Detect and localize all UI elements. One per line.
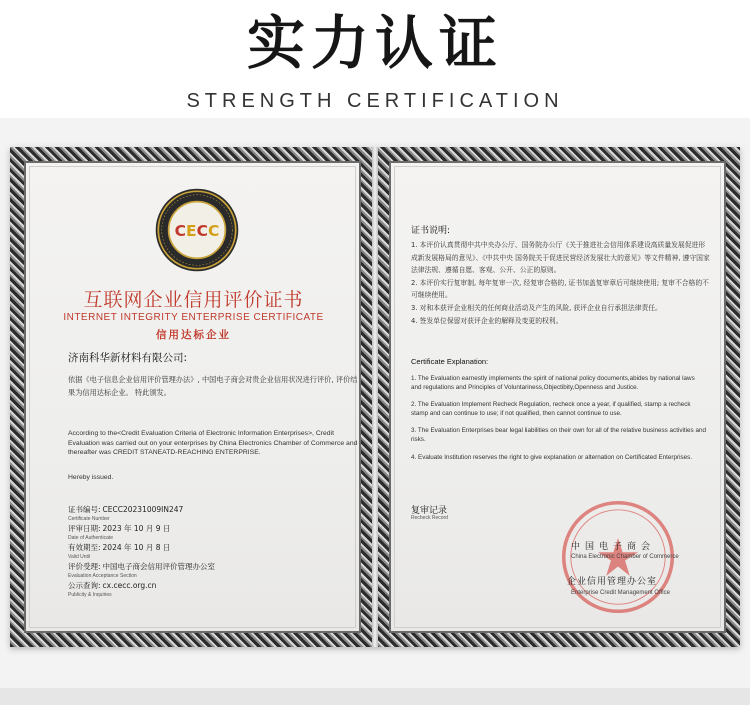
field-value: 2023 年 10 月 9 日: [102, 524, 171, 533]
explanation-item-cn: 3. 对和本获评企业相关的任何商业活动及产生的风险, 获评企业自行承担法律责任。: [411, 303, 662, 312]
certificate-title-cn: 互联网企业信用评价证书: [83, 289, 304, 311]
field-evaluation-acceptance: [68, 554, 358, 579]
certificate-title-en: INTERNET INTEGRITY ENTERPRISE CERTIFICATE: [63, 312, 324, 323]
explanation-item-en: 3. The Evaluation Enterprises bear legal liabilities on their own for all of the relative business activities and risks.: [411, 427, 706, 443]
explanation-heading-cn: 证书说明:: [411, 226, 451, 236]
certificate-spine: [372, 147, 378, 647]
recheck-record-label: 复审记录: [411, 506, 448, 516]
issuer-name-en: China Electronic Chamber of Commerce: [571, 554, 679, 560]
field-value: 2024 年 10 月 8 日: [102, 543, 171, 552]
explanation-list-en: [411, 375, 706, 471]
field-label-en: Evaluation Acceptance Section: [68, 573, 137, 579]
field-label-en: Valid Until: [68, 554, 91, 560]
company-name: 济南科华新材料有限公司:: [68, 352, 188, 364]
explanation-item-en: 1. The Evaluation earnestly implements the spirit of national policy documents,abides by national laws and regulations and Principles of Voluntariness,Objectibity,Openness and Justice.: [411, 375, 695, 391]
explanation-list-cn: [411, 239, 711, 327]
explanation-item-cn: 1. 本评价认真贯彻中共中央办公厅、国务院办公厅《关于推进社会信用体系建设高质量发展促进形成新发展格局的意见》、《中共中央 国务院关于促进民营经济发展壮大的意见》等文件精神, 遵守国家法律法规、遵循自愿、客观、公开、公正的原则。: [411, 241, 710, 275]
field-publicity-inquiries: [68, 573, 358, 598]
hereby-issued: Hereby issued.: [68, 474, 114, 481]
field-value: cx.cecc.org.cn: [102, 581, 157, 590]
left-page-inner: [24, 161, 361, 633]
field-review-date: [68, 516, 358, 541]
page-subtitle: STRENGTH CERTIFICATION: [186, 90, 564, 112]
statement-en: According to the<Credit Evaluation Criteria of Electronic Information Enterprises>, Credit Evaluation was carried out on your enterprises by China Electronics Chamber of Commerce and thereafter was CREDIT STANEATD-REACHING ENTERPRISE.: [68, 430, 358, 456]
explanation-item-en: 2. The Evaluation Implement Recheck Regulation, recheck once a year, if qualified, stamp a recheck stamp and can continue to use; if not qualified, then cannot continue to use.: [411, 401, 691, 417]
field-label: 证书编号:: [68, 505, 101, 514]
certificate-level: 信用达标企业: [156, 329, 231, 341]
field-label: 公示查询:: [68, 581, 101, 590]
field-label-en: Date of Authenticate: [68, 535, 114, 541]
field-valid-until: [68, 535, 358, 560]
certificate-left-page: [10, 147, 375, 647]
explanation-item-cn: 2. 本评价实行复审制, 每年复审一次, 经复审合格的, 证书加盖复审章后可继续使用; 复审不合格的不可继续使用。: [411, 278, 709, 300]
field-label: 有效期至:: [68, 543, 101, 552]
photo-bottom-bar: [0, 688, 750, 705]
certificate-right-page: [375, 147, 740, 647]
office-name-en: Enterprise Credit Management Office: [571, 590, 670, 596]
page-title: 实力认证: [246, 9, 503, 77]
field-label: 评价受理:: [68, 562, 101, 571]
statement-cn: 依据《电子信息企业信用评价管理办法》, 中国电子商会对贵企业信用状况进行评价, 评价结果为信用达标企业。 特此颁发。: [68, 375, 358, 397]
field-label-en: Publicity & Inquiries: [68, 592, 112, 598]
certificate-fields: [68, 497, 358, 598]
seal-letters: CECC: [174, 222, 220, 241]
explanation-item-en: 4. Evaluate Institution reserves the right to give explanation or alternation on Certificated Enterprises.: [411, 453, 693, 461]
certificate: [10, 147, 740, 647]
recheck-record-label-en: Recheck Record: [411, 515, 448, 521]
explanation-item-cn: 4. 签发单位保留对获评企业的解释及变更的权利。: [411, 316, 563, 325]
explanation-heading-en: Certificate Explanation:: [411, 357, 489, 366]
field-value: 中国电子商会信用评价管理办公室: [102, 562, 216, 571]
right-page-inner: [389, 161, 726, 633]
field-certificate-number: [68, 497, 358, 522]
issuer-name-cn: 中国电子商会: [571, 542, 656, 552]
office-name-cn: 企业信用管理办公室: [567, 577, 658, 587]
field-label-en: Certificate Number: [68, 516, 110, 522]
field-value: CECC20231009IN247: [102, 505, 184, 514]
field-label: 评审日期:: [68, 524, 101, 533]
cecc-seal-logo: [154, 187, 240, 273]
